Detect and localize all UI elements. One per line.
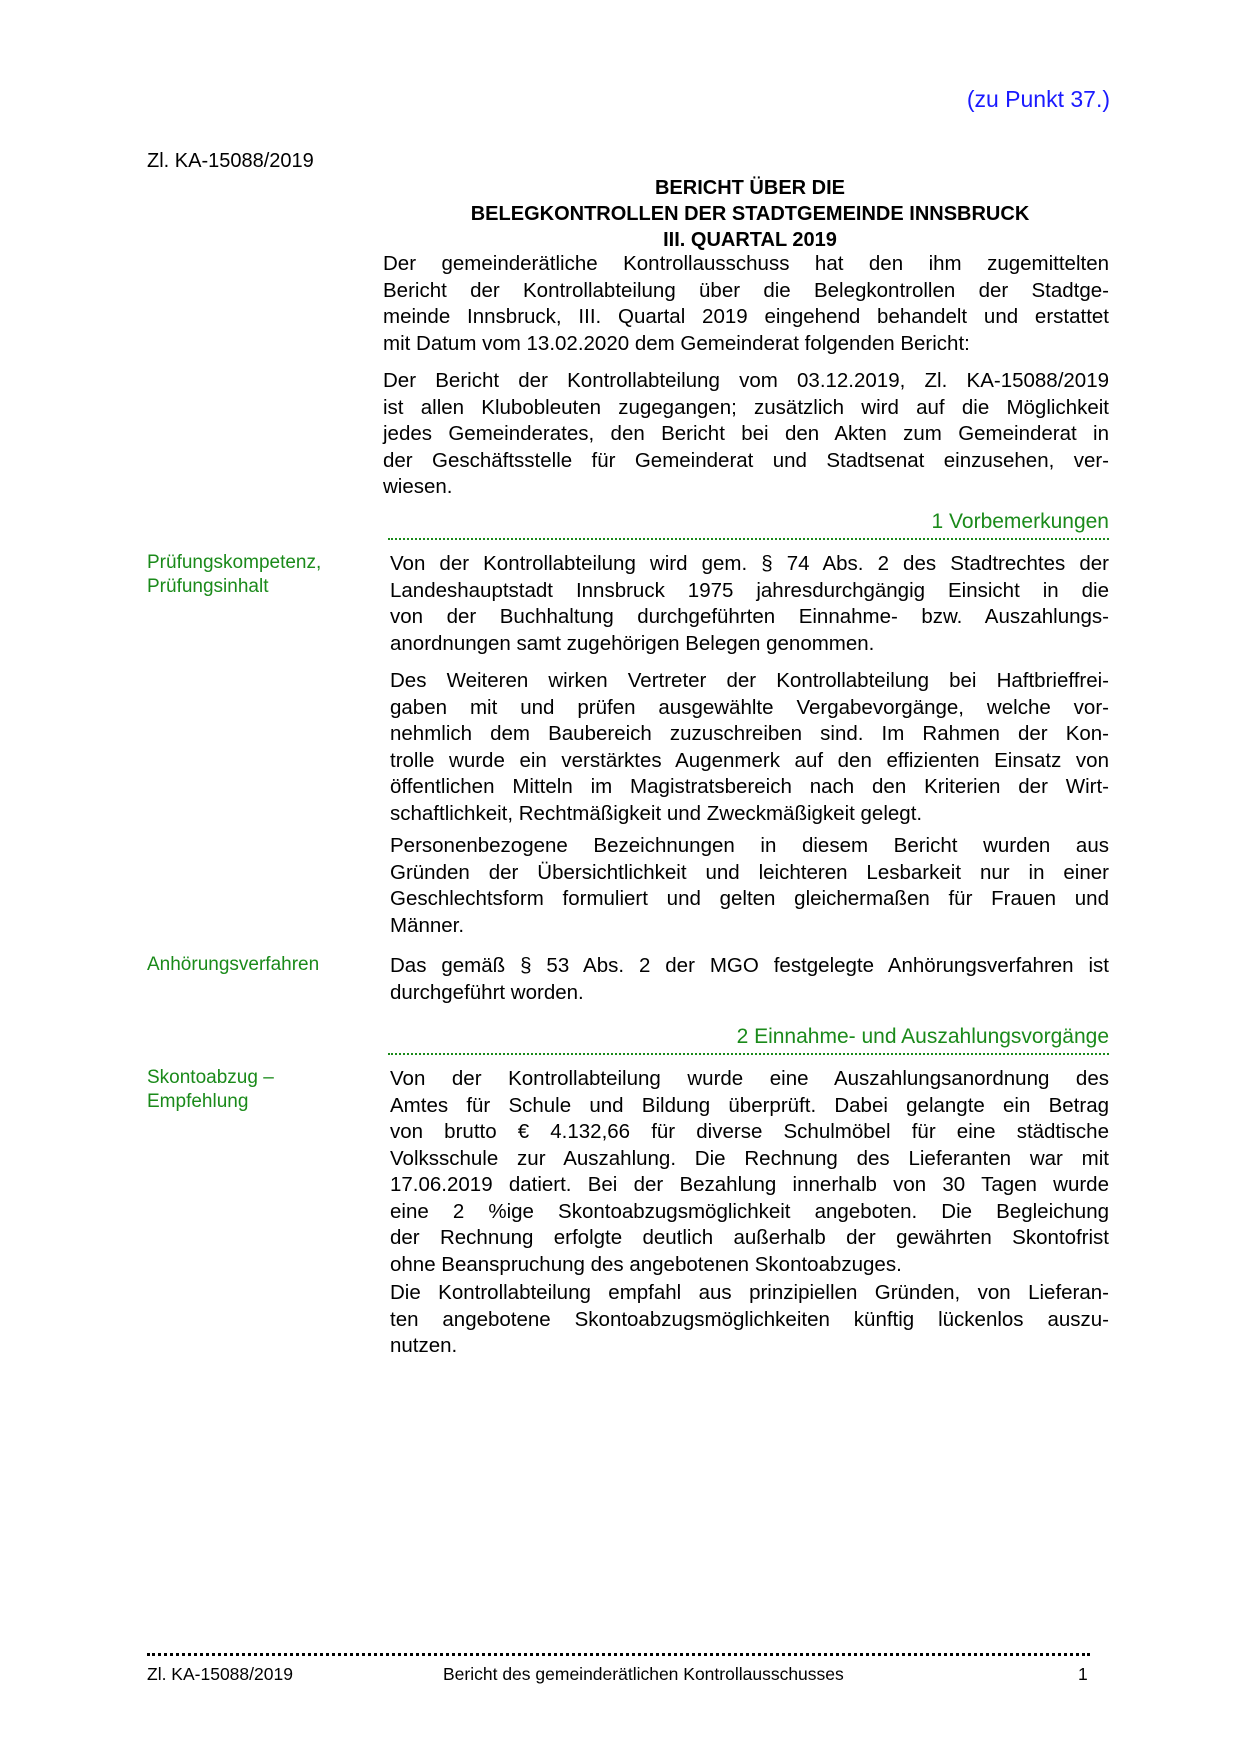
text-line: öffentlichen Mitteln im Magistratsbereich nach den Kriterien der Wirt- [390, 775, 1109, 798]
text-line: der Rechnung erfolgte deutlich außerhalb der gewährten Skontofrist [390, 1226, 1109, 1249]
section-1-paragraph-1 [390, 551, 1109, 657]
section-2-heading: 2 Einnahme- und Auszahlungsvorgänge [388, 1025, 1109, 1055]
file-number: Zl. KA-15088/2019 [147, 150, 314, 172]
agenda-reference: (zu Punkt 37.) [966, 86, 1110, 112]
footer-file-number: Zl. KA-15088/2019 [147, 1664, 293, 1684]
section-2-paragraph-2 [390, 1280, 1109, 1360]
text-line: Der Bericht der Kontrollabteilung vom 03.12.2019, Zl. KA-15088/2019 [383, 369, 1109, 392]
margin-note-skontoabzug [147, 1066, 357, 1114]
text-line: Das gemäß § 53 Abs. 2 der MGO festgelegte Anhörungsverfahren ist [390, 954, 1109, 977]
page-number: 1 [1078, 1664, 1088, 1684]
text-line: ten angebotene Skontoabzugsmöglichkeiten künftig lückenlos auszu- [390, 1307, 1109, 1331]
text-line: durchgeführt worden. [390, 980, 584, 1004]
section-1-paragraph-2 [390, 668, 1109, 827]
text-line: ohne Beanspruchung des angebotenen Skontoabzuges. [390, 1252, 902, 1276]
section-1-paragraph-3 [390, 833, 1109, 939]
text-line: schaftlichkeit, Rechtmäßigkeit und Zweckmäßigkeit gelegt. [390, 801, 923, 825]
document-title [380, 175, 1120, 253]
title-line-1: BERICHT ÜBER DIE [654, 177, 845, 199]
intro-paragraph-1 [383, 251, 1109, 357]
section-1-paragraph-4 [390, 953, 1109, 1006]
text-line: gaben mit und prüfen ausgewählte Vergabevorgänge, welche vor- [390, 695, 1109, 719]
text-line: Volksschule zur Auszahlung. Die Rechnung des Lieferanten war mit [390, 1146, 1109, 1170]
footer-title: Bericht des gemeinderätlichen Kontrollausschusses [443, 1664, 844, 1684]
text-line: Des Weiteren wirken Vertreter der Kontrollabteilung bei Haftbrieffrei- [390, 669, 1109, 692]
text-line: Personenbezogene Bezeichnungen in diesem Bericht wurden aus [390, 834, 1109, 857]
text-line: 17.06.2019 datiert. Bei der Bezahlung innerhalb von 30 Tagen wurde [390, 1173, 1109, 1196]
text-line: Amtes für Schule und Bildung überprüft. Dabei gelangte ein Betrag [390, 1093, 1109, 1117]
text-line: nutzen. [390, 1334, 458, 1357]
text-line: Landeshauptstadt Innsbruck 1975 jahresdurchgängig Einsicht in die [390, 578, 1109, 602]
text-line: Anhörungsverfahren [147, 954, 320, 975]
text-line: meinde Innsbruck, III. Quartal 2019 eingehend behandelt und erstattet [383, 305, 1109, 328]
text-line: Männer. [390, 913, 465, 937]
text-line: ist allen Klubobleuten zugegangen; zusätzlich wird auf die Möglichkeit [383, 395, 1109, 419]
text-line: trolle wurde ein verstärktes Augenmerk auf den effizienten Einsatz von [390, 748, 1109, 772]
text-line: Der gemeinderätliche Kontrollausschuss hat den ihm zugemittelten [383, 252, 1109, 275]
text-line: anordnungen samt zugehörigen Belegen genommen. [390, 631, 875, 655]
text-line: Bericht der Kontrollabteilung über die Belegkontrollen der Stadtge- [383, 278, 1109, 302]
text-line: eine 2 %ige Skontoabzugsmöglichkeit angeboten. Die Begleichung [390, 1199, 1109, 1223]
text-line: Skontoabzug – [147, 1067, 274, 1088]
text-line: Prüfungsinhalt [147, 576, 269, 597]
text-line: von brutto € 4.132,66 für diverse Schulmöbel für eine städtische [390, 1120, 1109, 1143]
text-line: jedes Gemeinderates, den Bericht bei den Akten zum Gemeinderat in [383, 422, 1109, 445]
section-2-paragraph-1 [390, 1066, 1109, 1278]
section-1-heading: 1 Vorbemerkungen [388, 510, 1109, 540]
text-line: Gründen der Übersichtlichkeit und leichteren Lesbarkeit nur in einer [390, 860, 1109, 884]
text-line: Empfehlung [147, 1091, 249, 1112]
intro-paragraph-2 [383, 368, 1109, 501]
text-line: Von der Kontrollabteilung wird gem. § 74 Abs. 2 des Stadtrechtes der [390, 552, 1109, 575]
text-line: Von der Kontrollabteilung wurde eine Auszahlungsanordnung des [390, 1067, 1109, 1090]
margin-note-pruefungskompetenz [147, 551, 357, 599]
text-line: wiesen. [383, 475, 453, 498]
text-line: Geschlechtsform formuliert und gelten gleichermaßen für Frauen und [390, 887, 1109, 910]
title-line-2: BELEGKONTROLLEN DER STADTGEMEINDE INNSBRUCK [470, 203, 1030, 225]
margin-note-anhoerungsverfahren [147, 953, 357, 977]
text-line: Prüfungskompetenz, [147, 552, 322, 573]
text-line: nehmlich dem Baubereich zuzuschreiben sind. Im Rahmen der Kon- [390, 722, 1109, 745]
text-line: mit Datum vom 13.02.2020 dem Gemeinderat folgenden Bericht: [383, 331, 970, 355]
title-line-3: III. QUARTAL 2019 [663, 229, 837, 251]
text-line: von der Buchhaltung durchgeführten Einnahme- bzw. Auszahlungs- [390, 605, 1109, 628]
footer-divider [147, 1653, 1090, 1656]
text-line: der Geschäftsstelle für Gemeinderat und Stadtsenat einzusehen, ver- [383, 448, 1109, 472]
text-line: Die Kontrollabteilung empfahl aus prinzipiellen Gründen, von Lieferan- [390, 1281, 1109, 1304]
